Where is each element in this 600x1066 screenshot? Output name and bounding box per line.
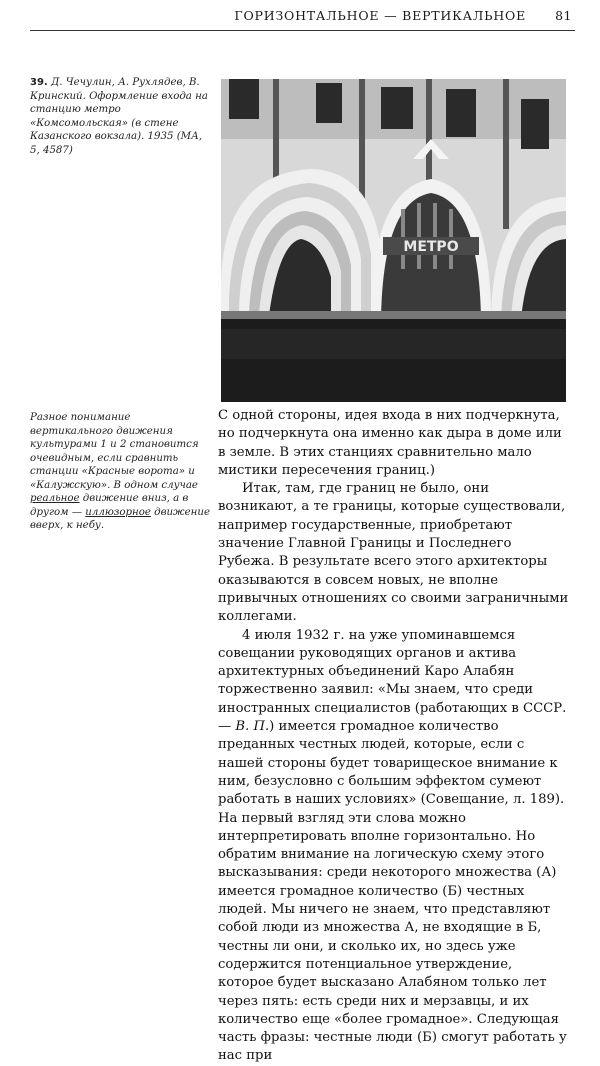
body-text: [218, 407, 570, 1066]
author-initials: В. П.: [235, 719, 270, 735]
paragraph-1: С одной стороны, идея входа в них подчеркнута, но подчеркнута она именно как дыра в доме или в земле. В этих станциях сравнительно мало мистики пересечения границ.): [218, 408, 562, 478]
margin-note-part1: Разное понимание вертикального движения культурами 1 и 2 становится очевидным, если сравнить станции «Красные ворота» и «Калужскую». В одном случае: [30, 412, 199, 491]
figure-caption-text: Д. Чечулин, А. Рухлядев, В. Кринский. Оформление входа на станцию метро «Комсомольская» (в стене Казанского вокзала). 1935 (МА, 5, 4587): [30, 77, 208, 156]
paragraph-2: Итак, там, где границ не было, они возникают, а те границы, которые существовали, например государственные, приобретают значение Главной Границы и Последнего Рубежа. В результате всего этого архитекторы оказываются в совсем новых, не вполне привычных отношениях со своими заграничными коллегами.: [218, 481, 569, 625]
photo-illustration: [221, 79, 566, 402]
margin-note-illusory: иллюзорное: [85, 506, 151, 518]
margin-note-part3: движение вверх, к небу.: [30, 506, 210, 531]
margin-note-part2: движение вниз, а в другом —: [30, 493, 189, 518]
metro-sign-text: МЕТРО: [403, 239, 459, 255]
paragraph-3: [218, 627, 570, 1066]
figure-caption: [30, 76, 210, 157]
figure-number: 39.: [30, 77, 48, 88]
page-number: 81: [555, 8, 572, 23]
margin-note-real: реальное: [30, 493, 80, 504]
margin-note: [30, 411, 210, 533]
header-rule: [30, 30, 575, 31]
running-head: [0, 8, 600, 28]
paragraph-3-part-b: ) имеется громадное количество преданных честных людей, которые, если с нашей стороны будет товарищеское внимание к ним, безусловно с большим эффектом сумеют работать в наших условиях» (Совещание, л. 189). На первый взгляд эти слова можно интерпретировать вполне горизонтально. Но обратим внимание на логическую схему этого высказывания: среди некоторого множества (А) имеется громадное количество (Б) честных людей. Мы ничего не знаем, что представляют собой люди из множества А, не входящие в Б, честны ли они, и сколько их, но здесь уже содержится потенциальное утверждение, которое будет высказано Алабяном только лет через пять: есть среди них и мерзавцы, и их количество еще «более громадное». Следующая часть фразы: честные люди (Б) смогут работать у нас при: [218, 719, 567, 1064]
paragraph-3-part-a: 4 июля 1932 г. на уже упоминавшемся совещании руководящих органов и актива архитектурных объединений Каро Алабян торжественно заявил: «Мы знаем, что среди иностранных специалистов (работающих в СССР. —: [218, 627, 567, 735]
metro-entrance-photo: [221, 79, 566, 402]
running-title: ГОРИЗОНТАЛЬНОЕ — ВЕРТИКАЛЬНОЕ: [234, 8, 526, 23]
